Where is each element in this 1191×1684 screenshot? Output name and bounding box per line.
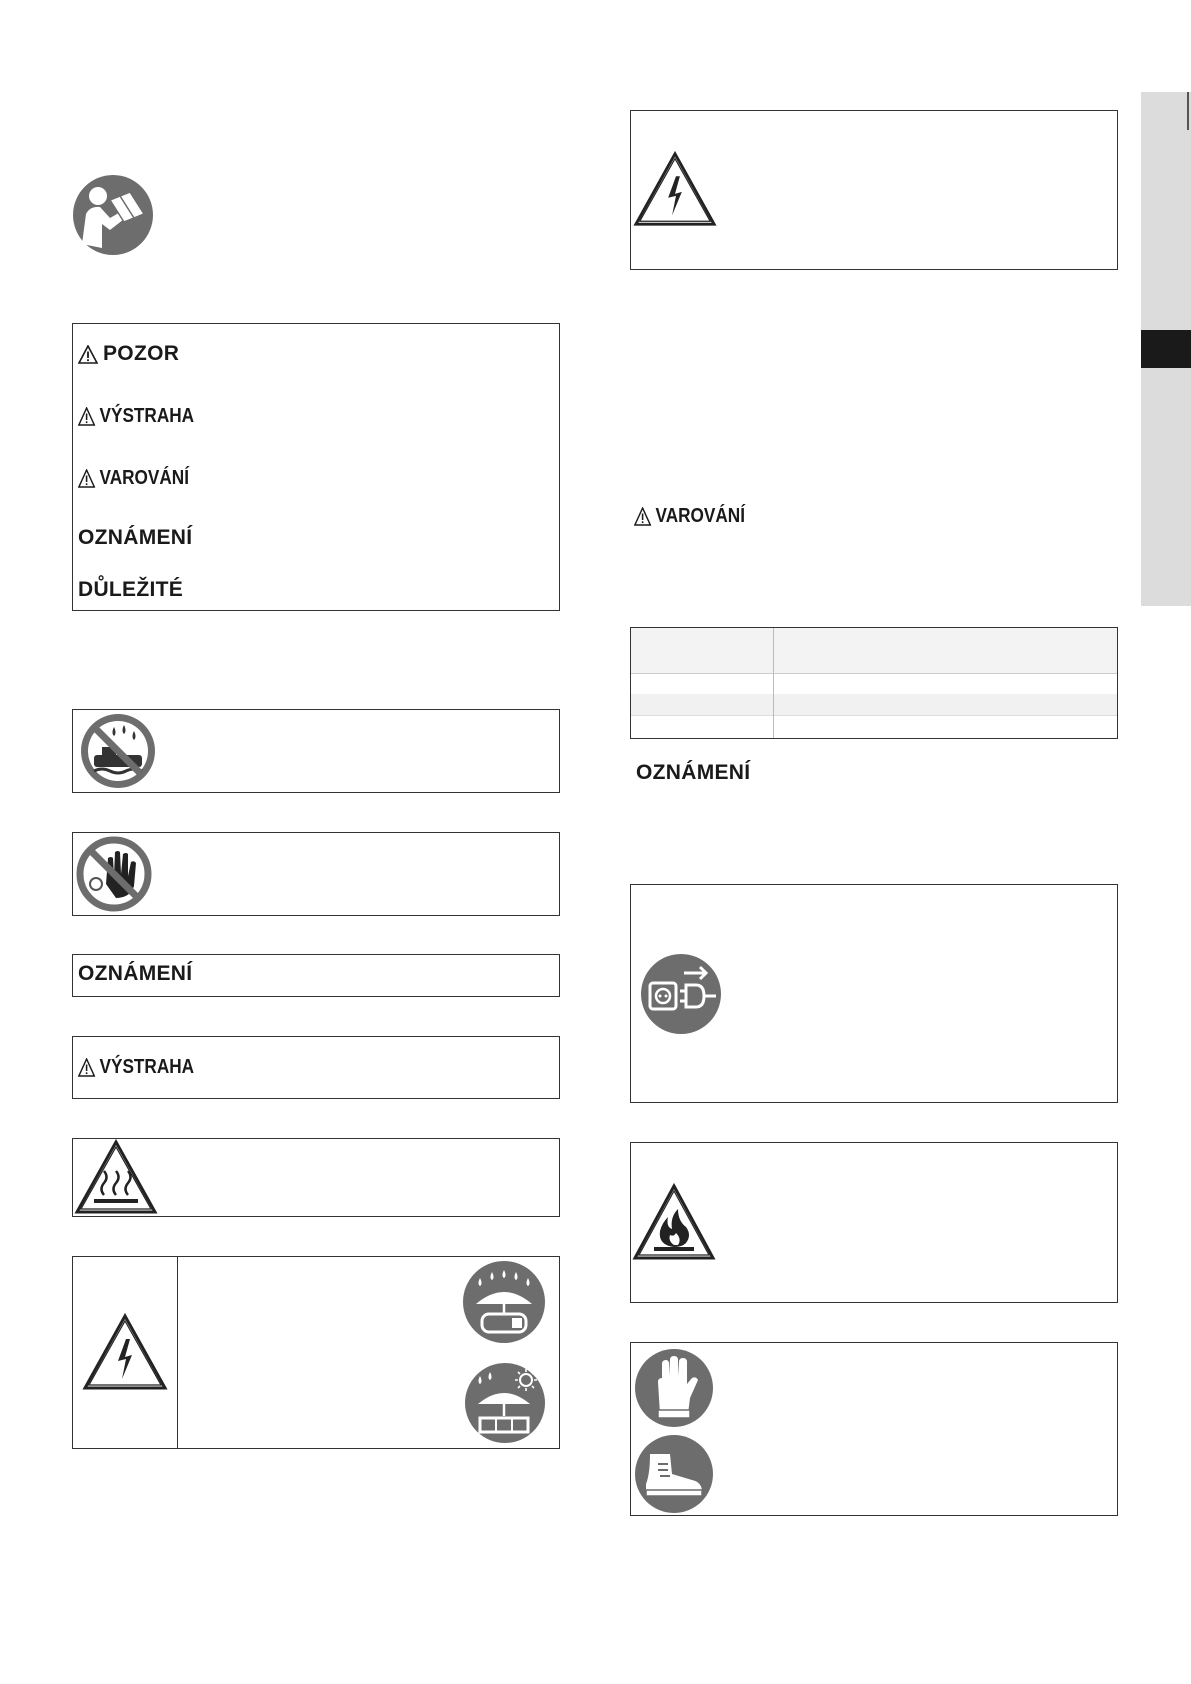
warning-triangle-icon [78,407,95,426]
spec-table-row [631,715,1117,738]
unplug-before-servicing-icon [640,953,722,1035]
protect-from-rain-icon [462,1260,546,1344]
spec-table [630,627,1118,739]
electric-hazard-icon [82,1313,168,1391]
flammable-icon [632,1183,716,1261]
spec-table-row [631,673,1117,695]
spec-table-header [631,628,1117,674]
warning-triangle-icon [78,345,98,364]
signal-word-dulezite: DŮLEŽITÉ [78,578,184,601]
wear-safety-boots-icon [634,1434,714,1514]
notice-label: OZNÁMENÍ [78,962,193,985]
read-manual-icon [72,174,154,256]
do-not-touch-icon [76,836,152,912]
box-divider [177,1256,178,1449]
spec-table-divider [773,628,774,739]
protect-from-sun-and-moisture-icon [464,1362,546,1444]
notice-label: OZNÁMENÍ [636,761,751,784]
warning-triangle-icon [634,507,651,526]
thumb-tab-edge [1187,92,1189,130]
hot-surface-icon [74,1139,158,1215]
signal-word-vystraha: VÝSTRAHA [78,405,194,428]
thumb-tab-active [1141,330,1191,368]
caution-label: VÝSTRAHA [78,1056,194,1079]
signal-word-oznameni: OZNÁMENÍ [78,526,193,549]
signal-word-pozor: POZOR [78,342,179,366]
wear-gloves-icon [634,1348,714,1428]
warning-triangle-icon [78,1058,95,1077]
signal-word-varovani: VAROVÁNÍ [78,467,189,490]
electric-hazard-icon [633,150,717,228]
warning-label: VAROVÁNÍ [634,505,745,528]
no-water-on-electrics-icon [80,713,156,789]
warning-triangle-icon [78,469,95,488]
spec-table-row [631,694,1117,716]
